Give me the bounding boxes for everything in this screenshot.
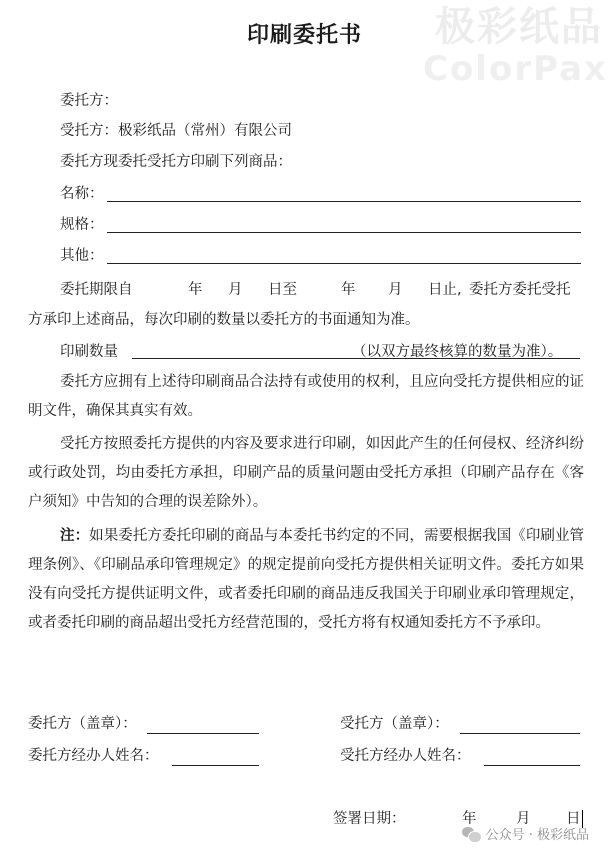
period-month-1: 月 (228, 282, 243, 298)
note-paragraph (28, 522, 584, 638)
sign-date-day-text: 日 (566, 811, 581, 827)
period-year-1: 年 (188, 282, 203, 298)
rights-paragraph (28, 368, 584, 426)
liability-paragraph (28, 430, 584, 517)
note-text: 如果委托方委托印刷的商品与本委托书约定的不同，需要根据我国《印刷业管理条例》、《印刷品承印管理规定》的规定提前向受托方提供相关证明文件。委托方如果没有向受托方提供证明文件，或者委托印刷的商品违反我国关于印刷业承印管理规定，或者委托印刷的商品超出受托方经营范围的，受托方将有权通知委托方不予承印。 (28, 528, 585, 631)
sign-date-label: 签署日期： (333, 811, 406, 827)
rights-text: 委托方应拥有上述待印刷商品合法持有或使用的权利，且应向受托方提供相应的证明文件，确保其真实有效。 (28, 374, 584, 419)
field-other-line[interactable] (107, 263, 581, 264)
contractor-seal-label: 受托方（盖章）： (340, 716, 449, 732)
field-spec-label: 规格： (60, 217, 104, 233)
footer-attribution (462, 824, 589, 843)
field-name-line[interactable] (107, 201, 581, 202)
watermark-cn: 极彩纸品 (435, 4, 603, 50)
period-prefix: 委托期限自 (60, 282, 133, 298)
watermark-en: ColorPax (423, 49, 608, 89)
wechat-icon (462, 825, 480, 843)
period-day-to: 日至 (268, 282, 297, 298)
field-other-label: 其他： (60, 248, 104, 264)
note-label: 注： (60, 528, 90, 544)
period-suffix: 委托方委托受托 (469, 282, 571, 298)
footer-text: 公众号 · 极彩纸品 (485, 828, 589, 843)
field-spec-line[interactable] (107, 232, 581, 233)
client-label: 委托方： (60, 93, 118, 109)
liability-text: 受托方按照委托方提供的内容及要求进行印刷，如因此产生的任何侵权、经济纠纷或行政处罚，均由委托方承担，印刷产品的质量问题由受托方承担（印刷产品存在《客户须知》中告知的合理的误差除外）。 (28, 436, 584, 510)
contractor-line: 受托方：极彩纸品（常州）有限公司 (60, 123, 292, 139)
period-month-2: 月 (388, 282, 403, 298)
contractor-seal-line[interactable] (460, 733, 580, 734)
field-name-label: 名称： (60, 186, 104, 202)
sign-date-month: 月 (516, 811, 531, 827)
period-day-end: 日止, (428, 282, 462, 298)
quantity-note: （以双方最终核算的数量为准）。 (352, 344, 563, 360)
quantity-label: 印刷数量 (60, 344, 118, 360)
client-agent-line[interactable] (172, 765, 259, 766)
intro-line: 委托方现委托受托方印刷下列商品： (60, 154, 292, 170)
client-agent-label: 委托方经办人姓名： (28, 748, 159, 764)
client-seal-line[interactable] (147, 733, 259, 734)
contractor-agent-label: 受托方经办人姓名： (340, 748, 471, 764)
contractor-agent-line[interactable] (484, 765, 580, 766)
client-seal-label: 委托方（盖章）： (28, 716, 137, 732)
period-line-2: 方承印上述商品，每次印刷的数量以委托方的书面通知为准。 (28, 312, 420, 328)
sign-date-year: 年 (462, 811, 477, 827)
period-year-2: 年 (341, 282, 356, 298)
document-title: 印刷委托书 (246, 22, 362, 48)
